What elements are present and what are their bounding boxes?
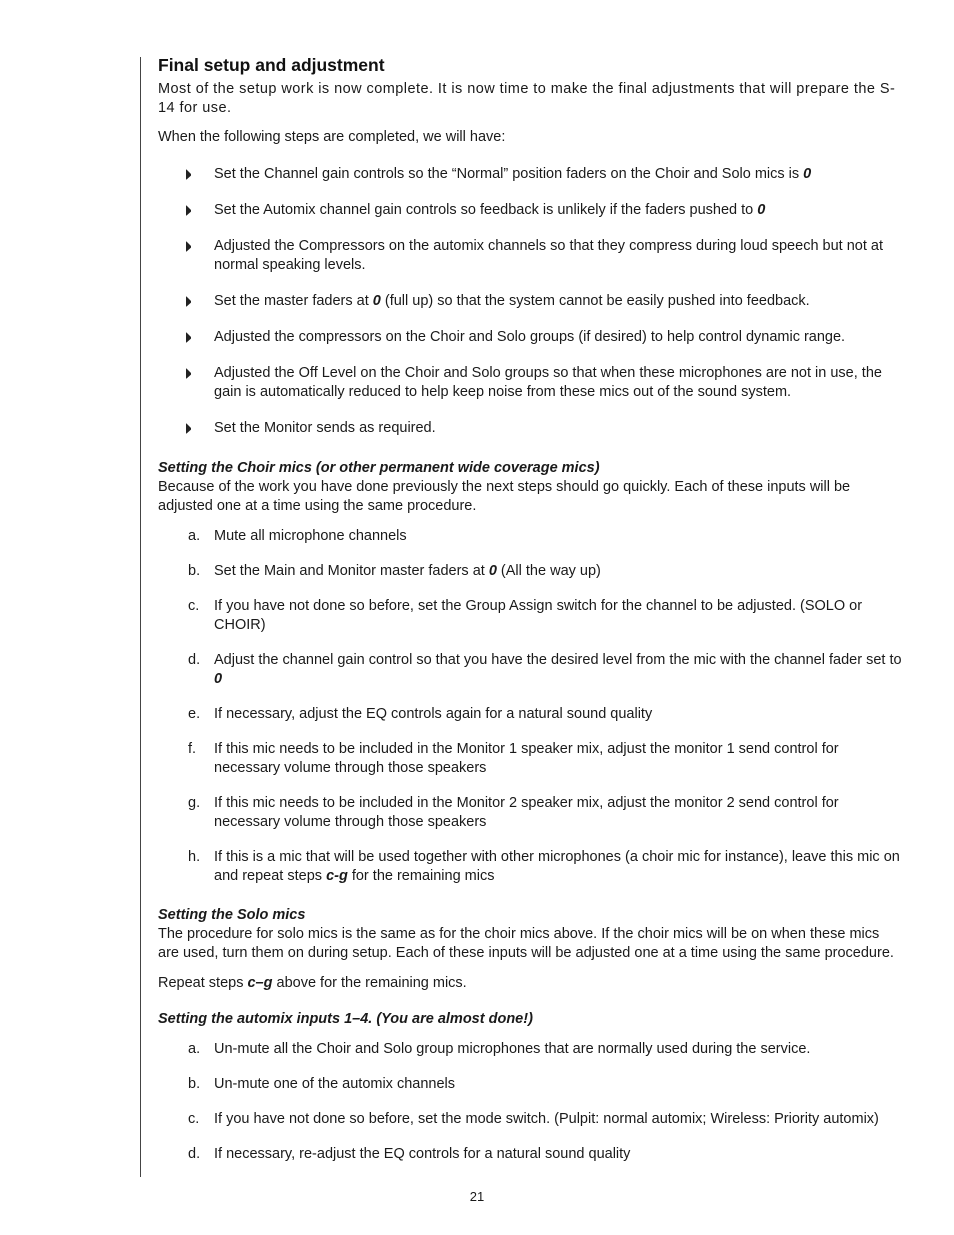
page-heading: Final setup and adjustment xyxy=(158,55,385,75)
bullet-icon xyxy=(186,205,191,216)
list-item: b. Un-mute one of the automix channels xyxy=(188,1076,455,1092)
list-item: e. If necessary, adjust the EQ controls again for a natural sound quality xyxy=(188,706,653,722)
list-item: Set the master faders at 0 (full up) so that the system cannot be easily pushed into feedback. xyxy=(158,292,903,311)
list-item: Set the Monitor sends as required. xyxy=(158,419,903,438)
list-item: d. Adjust the channel gain control so that you have the desired level from the mic with the channel fader set to 0 xyxy=(188,652,902,687)
list-item: d. If necessary, re-adjust the EQ controls for a natural sound quality xyxy=(188,1146,631,1162)
bullet-icon xyxy=(186,332,191,343)
list-item: c. If you have not done so before, set the mode switch. (Pulpit: normal automix; Wireless: Priority automix) xyxy=(188,1111,879,1127)
lead-paragraph: When the following steps are completed, we will have: xyxy=(158,129,506,145)
choir-section-title: Setting the Choir mics (or other permanent wide coverage mics) xyxy=(158,460,600,476)
list-item: h. If this is a mic that will be used together with other microphones (a choir mic for instance), leave this mic on and repeat steps c-g for the remaining mics xyxy=(188,849,900,884)
solo-section-body: The procedure for solo mics is the same as for the choir mics above. If the choir mics will be on when these mics are used, turn them on during setup. Each of these inputs will be adjusted one at a time using the same procedure. xyxy=(158,926,894,961)
outcome-list xyxy=(158,165,903,438)
solo-repeat-note: Repeat steps c–g above for the remaining mics. xyxy=(158,975,467,991)
bullet-icon xyxy=(186,368,191,379)
margin-rule xyxy=(140,57,141,1177)
list-item: f. If this mic needs to be included in the Monitor 1 speaker mix, adjust the monitor 1 send control for necessary volume through those speakers xyxy=(188,741,839,776)
choir-steps xyxy=(158,527,903,886)
automix-section-title: Setting the automix inputs 1–4. (You are almost done!) xyxy=(158,1011,533,1027)
list-item: Set the Automix channel gain controls so feedback is unlikely if the faders pushed to 0 xyxy=(158,201,903,220)
list-item: Adjusted the Off Level on the Choir and Solo groups so that when these microphones are not in use, the gain is automatically reduced to help keep noise from these mics out of the sound system. xyxy=(158,364,903,402)
list-item: Set the Channel gain controls so the “Normal” position faders on the Choir and Solo mics is 0 xyxy=(158,165,903,184)
bullet-icon xyxy=(186,169,191,180)
list-item: g. If this mic needs to be included in the Monitor 2 speaker mix, adjust the monitor 2 send control for necessary volume through those speakers xyxy=(188,795,839,830)
bullet-icon xyxy=(186,423,191,434)
list-item: c. If you have not done so before, set the Group Assign switch for the channel to be adjusted. (SOLO or CHOIR) xyxy=(188,598,863,633)
choir-section-body: Because of the work you have done previously the next steps should go quickly. Each of these inputs will be adjusted one at a time using the same procedure. xyxy=(158,479,851,514)
page-number: 21 xyxy=(469,1189,485,1204)
list-item: a. Mute all microphone channels xyxy=(188,528,407,544)
intro-paragraph: Most of the setup work is now complete. It is now time to make the final adjustments that will prepare the S-14 for use. xyxy=(158,81,896,116)
automix-steps xyxy=(158,1040,903,1164)
list-item: b. Set the Main and Monitor master faders at 0 (All the way up) xyxy=(188,563,601,579)
bullet-icon xyxy=(186,241,191,252)
list-item: a. Un-mute all the Choir and Solo group microphones that are normally used during the service. xyxy=(188,1041,811,1057)
list-item: Adjusted the compressors on the Choir and Solo groups (if desired) to help control dynamic range. xyxy=(158,328,903,347)
bullet-icon xyxy=(186,296,191,307)
list-item: Adjusted the Compressors on the automix channels so that they compress during loud speech but not at normal speaking levels. xyxy=(158,237,903,275)
page-content xyxy=(158,54,903,1180)
solo-section-title: Setting the Solo mics xyxy=(158,907,306,923)
